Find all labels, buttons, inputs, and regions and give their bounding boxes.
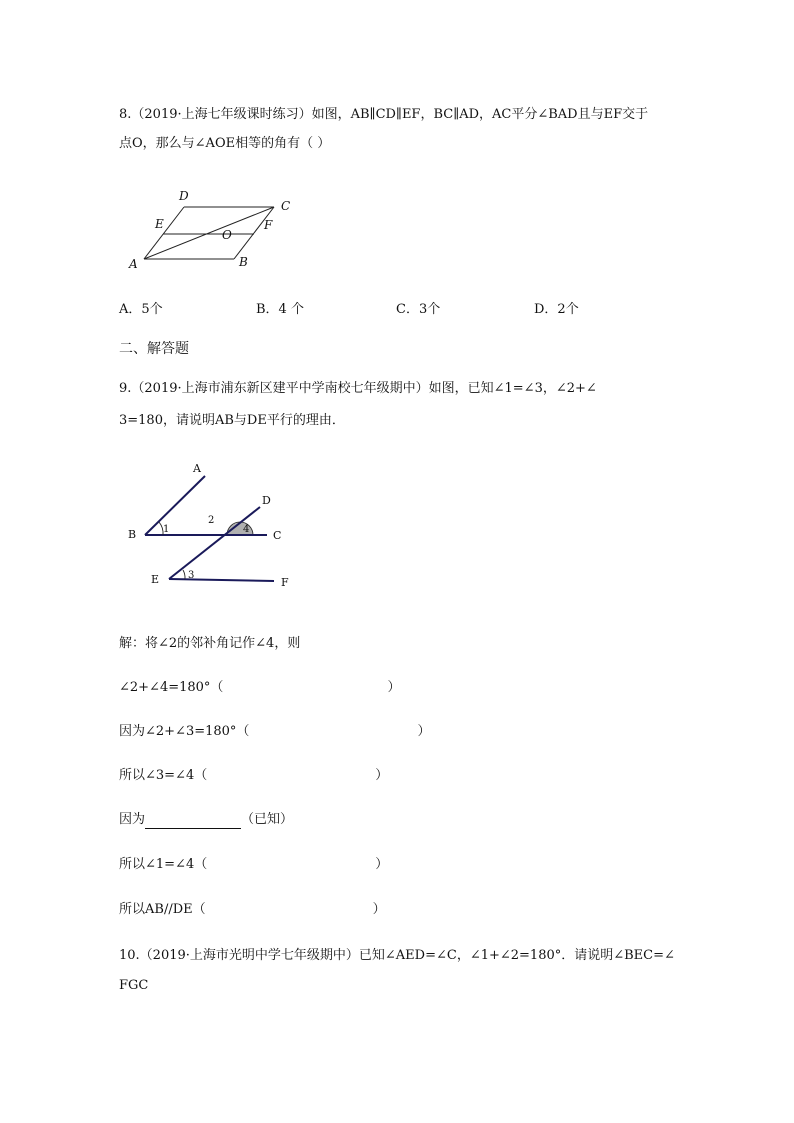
solution-line-3: 所以∠3=∠4（ ）: [119, 768, 389, 783]
label-f: F: [264, 218, 273, 232]
q9-line2: 3=180，请说明AB与DE平行的理由．: [119, 413, 345, 428]
solution-line-0: 解：将∠2的邻补角记作∠4，则: [119, 636, 301, 651]
label-f: F: [281, 576, 289, 589]
option-a: A．5个: [119, 302, 163, 317]
angle-label-3: 3: [188, 570, 195, 581]
solution-line-1: ∠2+∠4=180°（ ）: [119, 680, 401, 695]
q9-line1: 9.（2019·上海市浦东新区建平中学南校七年级期中）如图，已知∠1=∠3，∠2+∠: [119, 381, 597, 396]
option-b: B．4 个: [256, 302, 304, 317]
solution-line-4: 因为 （已知）: [119, 812, 294, 827]
label-a: A: [129, 257, 138, 271]
line-ef: [169, 579, 274, 581]
q8-line1: 8.（2019·上海七年级课时练习）如图，AB∥CD∥EF，BC∥AD，AC平分∠BAD且与EF交于: [119, 107, 649, 122]
angle-label-4: 4: [243, 524, 250, 535]
option-d: D．2个: [534, 302, 579, 317]
q9-angle-figure: [119, 456, 309, 590]
label-b: B: [239, 255, 248, 269]
label-b: B: [128, 528, 137, 541]
solution-line-5: 所以∠1=∠4（ ）: [119, 857, 389, 872]
solution-line-6: 所以AB//DE（ ）: [119, 902, 386, 917]
q10-line1: 10.（2019·上海市光明中学七年级期中）已知∠AED=∠C，∠1+∠2=180°．请说明∠BEC=∠: [119, 948, 675, 963]
q10-line2: FGC: [119, 978, 149, 993]
q8-line2: 点O，那么与∠AOE相等的角有（ ）: [119, 136, 331, 151]
angle-label-1: 1: [163, 524, 170, 535]
angle-3-arc: [183, 570, 185, 579]
q8-parallelogram-figure: [119, 180, 309, 272]
label-e: E: [155, 217, 164, 231]
option-c: C．3个: [396, 302, 441, 317]
ray-ba: [145, 476, 205, 535]
label-e: E: [151, 573, 160, 586]
angle-label-2: 2: [208, 515, 215, 526]
label-c: C: [281, 199, 291, 213]
solution-line-2: 因为∠2+∠3=180°（ ）: [119, 724, 431, 739]
label-d: D: [179, 189, 189, 203]
label-d: D: [262, 494, 271, 507]
label-o: O: [222, 228, 232, 242]
label-c: C: [273, 529, 282, 542]
fill-in-blank[interactable]: [145, 814, 241, 829]
section-heading: 二、解答题: [119, 341, 189, 357]
line-ed: [169, 507, 260, 579]
label-a: A: [193, 462, 201, 475]
